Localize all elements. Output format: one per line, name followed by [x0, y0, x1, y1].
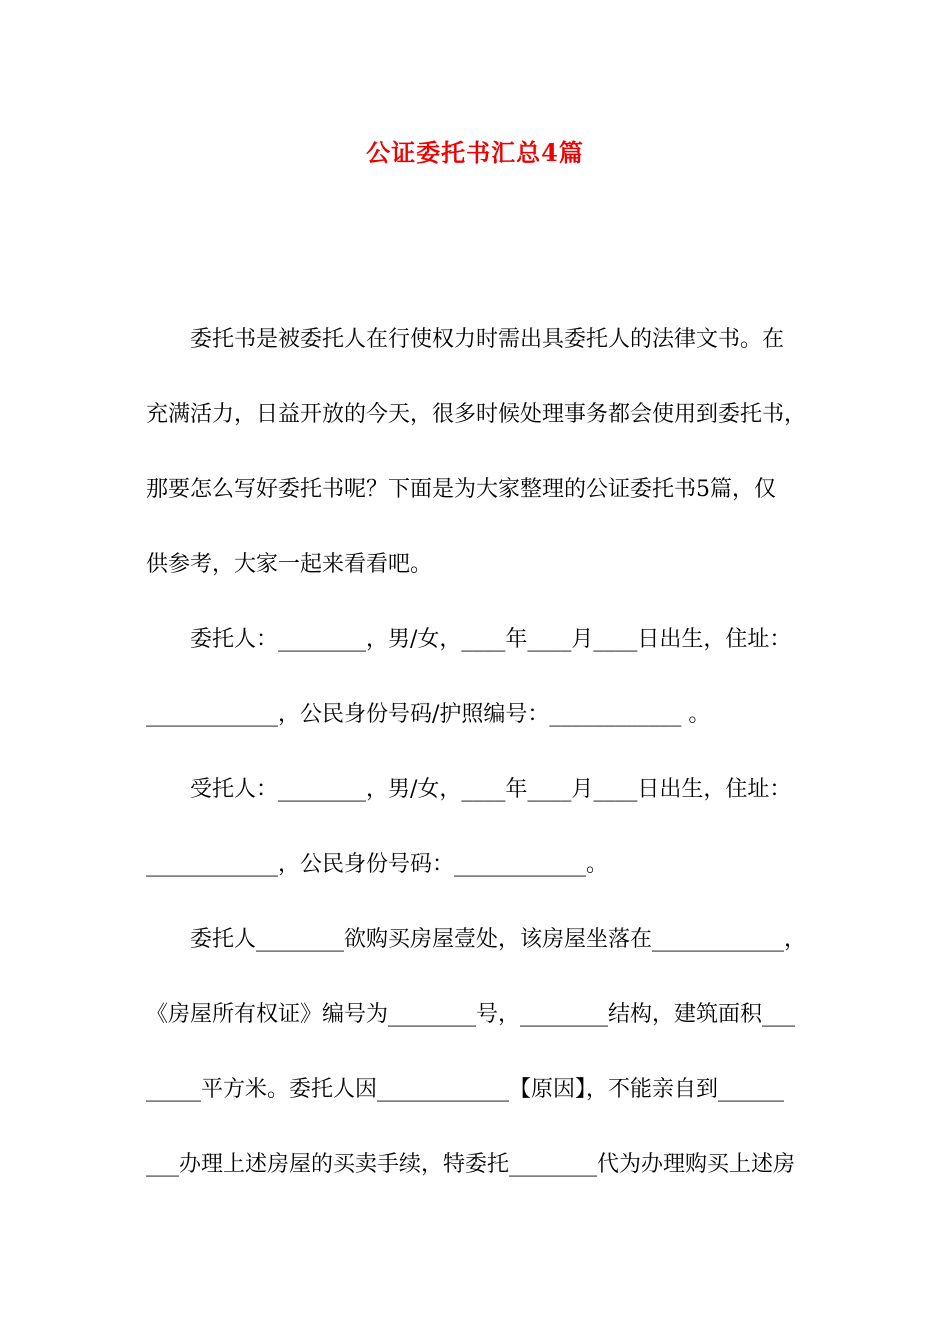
paragraph-line: 《房屋所有权证》编号为________号，________结构，建筑面积___	[146, 1002, 796, 1027]
paragraph-line: 委托人：________，男/女，____年____月____日出生，住址：	[190, 627, 792, 652]
document-title: 公证委托书汇总4篇	[366, 138, 584, 167]
paragraph-line: ___办理上述房屋的买卖手续，特委托________代为办理购买上述房	[146, 1152, 796, 1177]
paragraph-line: ____________，公民身份号码/护照编号：____________ 。	[146, 702, 711, 727]
paragraph-line: 那要怎么写好委托书呢？下面是为大家整理的公证委托书5篇，仅	[146, 477, 776, 502]
paragraph-line: 充满活力，日益开放的今天，很多时候处理事务都会使用到委托书，	[146, 402, 807, 427]
paragraph-line: 委托人________欲购买房屋壹处，该房屋坐落在____________，	[190, 927, 807, 952]
paragraph-line: 委托书是被委托人在行使权力时需出具委托人的法律文书。在	[190, 327, 785, 352]
paragraph-line: _____平方米。委托人因____________【原因】，不能亲自到______	[146, 1077, 785, 1102]
paragraph-line: 受托人：________，男/女，____年____月____日出生，住址：	[190, 777, 792, 802]
paragraph-line: 供参考，大家一起来看看吧。	[146, 552, 433, 577]
paragraph-line: ____________，公民身份号码：____________。	[146, 852, 609, 877]
